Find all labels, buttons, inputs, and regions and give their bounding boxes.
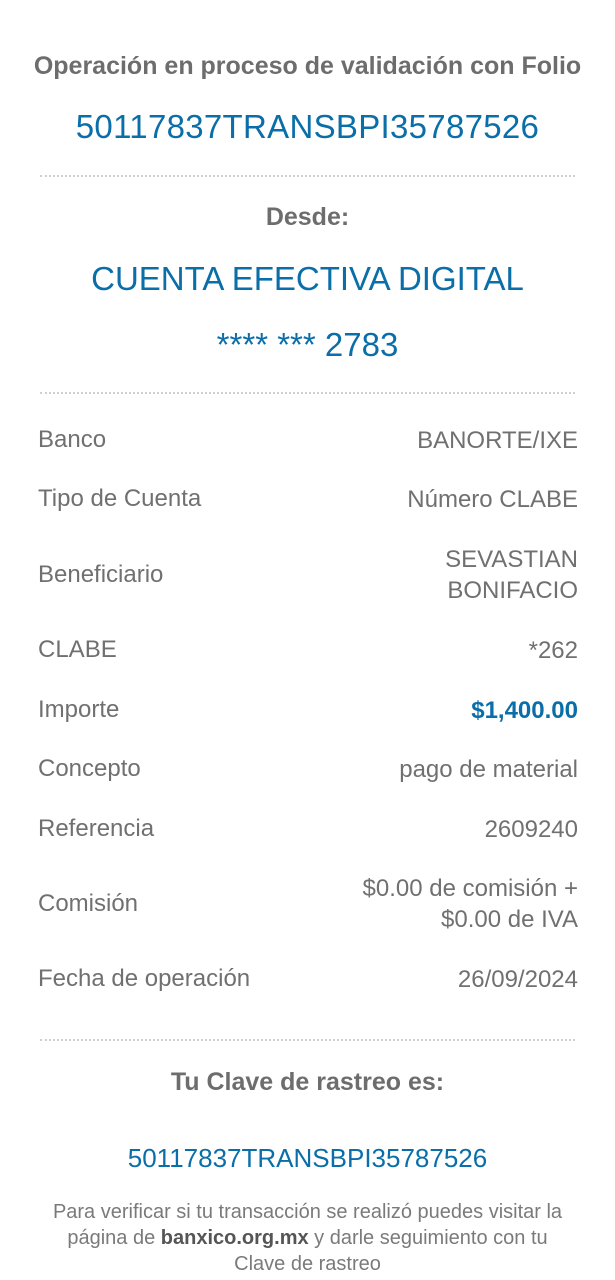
clabe-value: *262: [528, 636, 578, 664]
divider: [40, 1039, 575, 1041]
detail-row-beneficiary: [38, 542, 578, 608]
commission-tax: $0.00 de IVA: [441, 906, 578, 933]
account-type-label: Tipo de Cuenta: [38, 485, 202, 512]
clabe-label: CLABE: [38, 636, 117, 663]
beneficiary-last-name: BONIFACIO: [447, 577, 578, 604]
detail-row-bank: [38, 420, 578, 460]
detail-row-account-type: [38, 479, 578, 519]
banxico-site: banxico.org.mx: [160, 1227, 309, 1249]
bank-label: Banco: [38, 426, 107, 453]
concept-value: pago de material: [399, 755, 578, 783]
date-label: Fecha de operación: [38, 965, 251, 992]
amount-label: Importe: [38, 696, 120, 723]
source-account-number: **** *** 2783: [216, 326, 399, 363]
from-label: Desde:: [265, 203, 350, 231]
operation-status: Operación en proceso de validación con Folio: [33, 52, 582, 80]
verification-note-text: Para verificar si tu transacción se realizó puedes visitar la página de: [52, 1201, 563, 1249]
beneficiary-value: [445, 544, 578, 606]
date-value: 26/09/2024: [457, 965, 578, 993]
commission-label: Comisión: [38, 890, 139, 917]
account-type-value: Número CLABE: [407, 485, 578, 513]
bank-value: BANORTE/IXE: [417, 426, 578, 454]
detail-row-commission: [38, 871, 578, 937]
source-account-name: CUENTA EFECTIVA DIGITAL: [91, 260, 524, 297]
amount-value: $1,400.00: [471, 696, 578, 724]
folio-number: 50117837TRANSBPI35787526: [75, 108, 540, 145]
detail-row-date: [38, 959, 578, 999]
verification-note: [40, 1199, 575, 1277]
concept-label: Concepto: [38, 755, 141, 782]
reference-value: 2609240: [484, 815, 578, 843]
beneficiary-first-name: SEVASTIAN: [445, 546, 578, 573]
divider: [40, 392, 575, 394]
tracking-key-label: Tu Clave de rastreo es:: [170, 1068, 445, 1096]
commission-value: [363, 873, 578, 935]
detail-row-clabe: [38, 630, 578, 670]
reference-label: Referencia: [38, 815, 155, 842]
detail-row-concept: [38, 749, 578, 789]
verification-note-text-end: y darle seguimiento con tu Clave de rastreo: [234, 1227, 548, 1275]
divider: [40, 175, 575, 177]
commission-amount: $0.00 de comisión +: [362, 875, 578, 902]
detail-row-amount: [38, 690, 578, 730]
tracking-key-code: 50117837TRANSBPI35787526: [127, 1143, 488, 1173]
detail-row-reference: [38, 809, 578, 849]
beneficiary-label: Beneficiario: [38, 561, 164, 588]
